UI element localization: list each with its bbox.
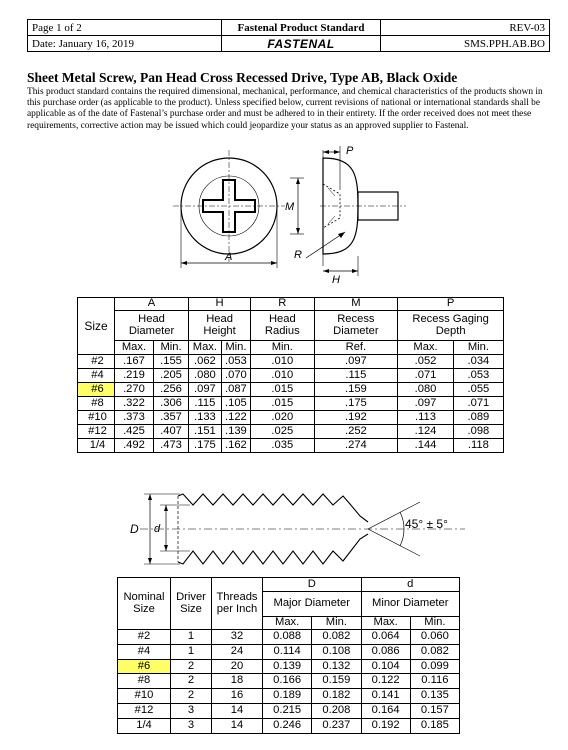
- value-cell: 16: [212, 689, 263, 704]
- nominal-size-cell: #12: [118, 703, 171, 718]
- value-cell: 32: [212, 630, 263, 645]
- value-cell: .139: [221, 425, 250, 439]
- dim-letter-p: P: [398, 298, 504, 311]
- nominal-size-cell: #2: [118, 630, 171, 645]
- value-cell: .015: [251, 383, 314, 397]
- value-cell: .055: [453, 383, 503, 397]
- value-cell: .080: [398, 383, 454, 397]
- value-cell: .071: [398, 369, 454, 383]
- value-cell: .322: [115, 397, 154, 411]
- size-cell: #2: [78, 355, 115, 369]
- value-cell: 0.114: [263, 644, 312, 659]
- value-cell: 0.208: [312, 703, 361, 718]
- value-cell: .097: [314, 355, 398, 369]
- head-diameter-header: Head Diameter: [115, 311, 189, 341]
- table-row: [118, 703, 460, 718]
- nominal-size-cell: 1/4: [118, 718, 171, 733]
- value-cell: .010: [251, 355, 314, 369]
- size-cell: #4: [78, 369, 115, 383]
- table-row: [118, 644, 460, 659]
- page-number: Page 1 of 2: [28, 20, 222, 36]
- head-dimensions-table: [77, 297, 504, 453]
- value-cell: 0.086: [361, 644, 410, 659]
- value-cell: .155: [153, 355, 188, 369]
- value-cell: 3: [171, 703, 212, 718]
- value-cell: 0.192: [361, 718, 410, 733]
- page-title: Sheet Metal Screw, Pan Head Cross Recessed Drive, Type AB, Black Oxide: [27, 70, 458, 85]
- value-cell: .080: [189, 369, 222, 383]
- value-cell: .034: [453, 355, 503, 369]
- value-cell: .097: [189, 383, 222, 397]
- dim-label-a: A: [225, 251, 233, 263]
- subheader-cell: Min.: [221, 341, 250, 355]
- nominal-size-cell: #8: [118, 674, 171, 689]
- value-cell: .175: [314, 397, 398, 411]
- value-cell: .159: [314, 383, 398, 397]
- subheader-cell: Min.: [312, 617, 361, 630]
- value-cell: 24: [212, 644, 263, 659]
- document-header: [27, 19, 550, 52]
- value-cell: 18: [212, 674, 263, 689]
- value-cell: .219: [115, 369, 154, 383]
- value-cell: 0.157: [410, 703, 459, 718]
- value-cell: .167: [115, 355, 154, 369]
- value-cell: .070: [221, 369, 250, 383]
- dim-label-p: P: [346, 145, 354, 157]
- major-diameter-header: Major Diameter: [263, 592, 362, 617]
- table-row: [78, 355, 504, 369]
- value-cell: .122: [221, 411, 250, 425]
- value-cell: 0.135: [410, 689, 459, 704]
- value-cell: .010: [251, 369, 314, 383]
- dim-label-r: R: [294, 249, 302, 261]
- value-cell: .274: [314, 439, 398, 453]
- value-cell: 0.104: [361, 659, 410, 674]
- recess-depth-header: Recess Gaging Depth: [398, 311, 504, 341]
- value-cell: 0.159: [312, 674, 361, 689]
- value-cell: 0.237: [312, 718, 361, 733]
- table-row: [78, 439, 504, 453]
- dim-letter-a: A: [115, 298, 189, 311]
- value-cell: .270: [115, 383, 154, 397]
- size-cell: #6: [78, 383, 115, 397]
- value-cell: .098: [453, 425, 503, 439]
- value-cell: 0.132: [312, 659, 361, 674]
- table-row: [118, 718, 460, 733]
- document-id: SMS.PPH.AB.BO: [381, 36, 550, 52]
- dim-label-minor-d: d: [154, 523, 161, 535]
- dim-label-h: H: [332, 274, 340, 285]
- value-cell: .192: [314, 411, 398, 425]
- value-cell: .053: [453, 369, 503, 383]
- value-cell: .087: [221, 383, 250, 397]
- value-cell: 0.088: [263, 630, 312, 645]
- nominal-size-cell: #4: [118, 644, 171, 659]
- value-cell: .373: [115, 411, 154, 425]
- dim-letter-r: R: [251, 298, 314, 311]
- revision: REV-03: [381, 20, 550, 36]
- value-cell: .151: [189, 425, 222, 439]
- value-cell: .115: [189, 397, 222, 411]
- fastenal-logo: FASTENAL: [267, 36, 335, 51]
- value-cell: .053: [221, 355, 250, 369]
- value-cell: 1: [171, 630, 212, 645]
- value-cell: 0.099: [410, 659, 459, 674]
- value-cell: 2: [171, 674, 212, 689]
- dim-letter-h: H: [189, 298, 251, 311]
- table-row: [118, 674, 460, 689]
- dim-letter-major-d: D: [263, 578, 362, 592]
- value-cell: 0.246: [263, 718, 312, 733]
- value-cell: 0.141: [361, 689, 410, 704]
- value-cell: 0.139: [263, 659, 312, 674]
- value-cell: .015: [251, 397, 314, 411]
- value-cell: 0.185: [410, 718, 459, 733]
- value-cell: .205: [153, 369, 188, 383]
- value-cell: 2: [171, 659, 212, 674]
- minor-diameter-header: Minor Diameter: [361, 592, 460, 617]
- size-column-header: Size: [78, 298, 115, 355]
- value-cell: 0.116: [410, 674, 459, 689]
- value-cell: 1: [171, 644, 212, 659]
- value-cell: 20: [212, 659, 263, 674]
- value-cell: .256: [153, 383, 188, 397]
- value-cell: 14: [212, 703, 263, 718]
- value-cell: 0.082: [410, 644, 459, 659]
- value-cell: .035: [251, 439, 314, 453]
- size-cell: #8: [78, 397, 115, 411]
- subheader-cell: Max.: [263, 617, 312, 630]
- nominal-size-header: Nominal Size: [118, 578, 171, 630]
- value-cell: .071: [453, 397, 503, 411]
- value-cell: 2: [171, 689, 212, 704]
- value-cell: .144: [398, 439, 454, 453]
- table-row: [78, 425, 504, 439]
- value-cell: 0.108: [312, 644, 361, 659]
- value-cell: .062: [189, 355, 222, 369]
- thread-drawing: [120, 488, 470, 568]
- value-cell: 0.182: [312, 689, 361, 704]
- size-cell: #12: [78, 425, 115, 439]
- table-row: [118, 659, 460, 674]
- standard-name: Fastenal Product Standard: [222, 20, 381, 36]
- value-cell: .306: [153, 397, 188, 411]
- value-cell: 0.064: [361, 630, 410, 645]
- subheader-cell: Min.: [251, 341, 314, 355]
- table-row: [118, 689, 460, 704]
- value-cell: .492: [115, 439, 154, 453]
- value-cell: .425: [115, 425, 154, 439]
- table-row: [78, 411, 504, 425]
- subheader-cell: Max.: [361, 617, 410, 630]
- value-cell: 0.215: [263, 703, 312, 718]
- size-cell: 1/4: [78, 439, 115, 453]
- value-cell: 0.166: [263, 674, 312, 689]
- subheader-cell: Min.: [153, 341, 188, 355]
- value-cell: .020: [251, 411, 314, 425]
- value-cell: .113: [398, 411, 454, 425]
- driver-size-header: Driver Size: [171, 578, 212, 630]
- dim-label-m: M: [285, 201, 295, 213]
- intro-paragraph: This product standard contains the required dimensional, mechanical, performance, and chemical characteristics of the products shown in this purchase order (as applicable to the product). Unless specified below, current revisions of national or international standards shall be applicable as of the date of Fastenal’s purchase order and must be adhered to in their entirety. If the order received does not meet these requirements, corrective action may be issued which could jeopardize your status as an approved supplier to Fastenal.: [27, 87, 543, 131]
- value-cell: .105: [221, 397, 250, 411]
- thread-dimensions-table: [117, 577, 460, 734]
- point-angle-label: 45° ± 5°: [405, 517, 448, 531]
- value-cell: 0.122: [361, 674, 410, 689]
- subheader-cell: Max.: [189, 341, 222, 355]
- value-cell: .052: [398, 355, 454, 369]
- table-row: [78, 383, 504, 397]
- value-cell: .097: [398, 397, 454, 411]
- value-cell: .118: [453, 439, 503, 453]
- value-cell: .124: [398, 425, 454, 439]
- table-row: [78, 397, 504, 411]
- table-row: [78, 369, 504, 383]
- value-cell: .473: [153, 439, 188, 453]
- value-cell: 0.189: [263, 689, 312, 704]
- subheader-cell: Min.: [410, 617, 459, 630]
- value-cell: 0.164: [361, 703, 410, 718]
- subheader-cell: Max.: [115, 341, 154, 355]
- recess-diameter-header: Recess Diameter: [314, 311, 398, 341]
- value-cell: 3: [171, 718, 212, 733]
- value-cell: 0.082: [312, 630, 361, 645]
- value-cell: .252: [314, 425, 398, 439]
- head-height-header: Head Height: [189, 311, 251, 341]
- value-cell: 0.060: [410, 630, 459, 645]
- dim-letter-m: M: [314, 298, 398, 311]
- value-cell: .025: [251, 425, 314, 439]
- subheader-cell: Ref.: [314, 341, 398, 355]
- document-date: Date: January 16, 2019: [28, 36, 222, 52]
- head-radius-header: Head Radius: [251, 311, 314, 341]
- dim-label-major-d: D: [130, 522, 139, 536]
- value-cell: .175: [189, 439, 222, 453]
- nominal-size-cell: #6: [118, 659, 171, 674]
- value-cell: .133: [189, 411, 222, 425]
- pan-head-drawing: [170, 140, 410, 285]
- subheader-cell: Max.: [398, 341, 454, 355]
- value-cell: .089: [453, 411, 503, 425]
- threads-per-inch-header: Threads per Inch: [212, 578, 263, 630]
- value-cell: .115: [314, 369, 398, 383]
- table-row: [118, 630, 460, 645]
- value-cell: 14: [212, 718, 263, 733]
- value-cell: .407: [153, 425, 188, 439]
- nominal-size-cell: #10: [118, 689, 171, 704]
- dim-letter-minor-d: d: [361, 578, 460, 592]
- subheader-cell: Min.: [453, 341, 503, 355]
- value-cell: .357: [153, 411, 188, 425]
- size-cell: #10: [78, 411, 115, 425]
- value-cell: .162: [221, 439, 250, 453]
